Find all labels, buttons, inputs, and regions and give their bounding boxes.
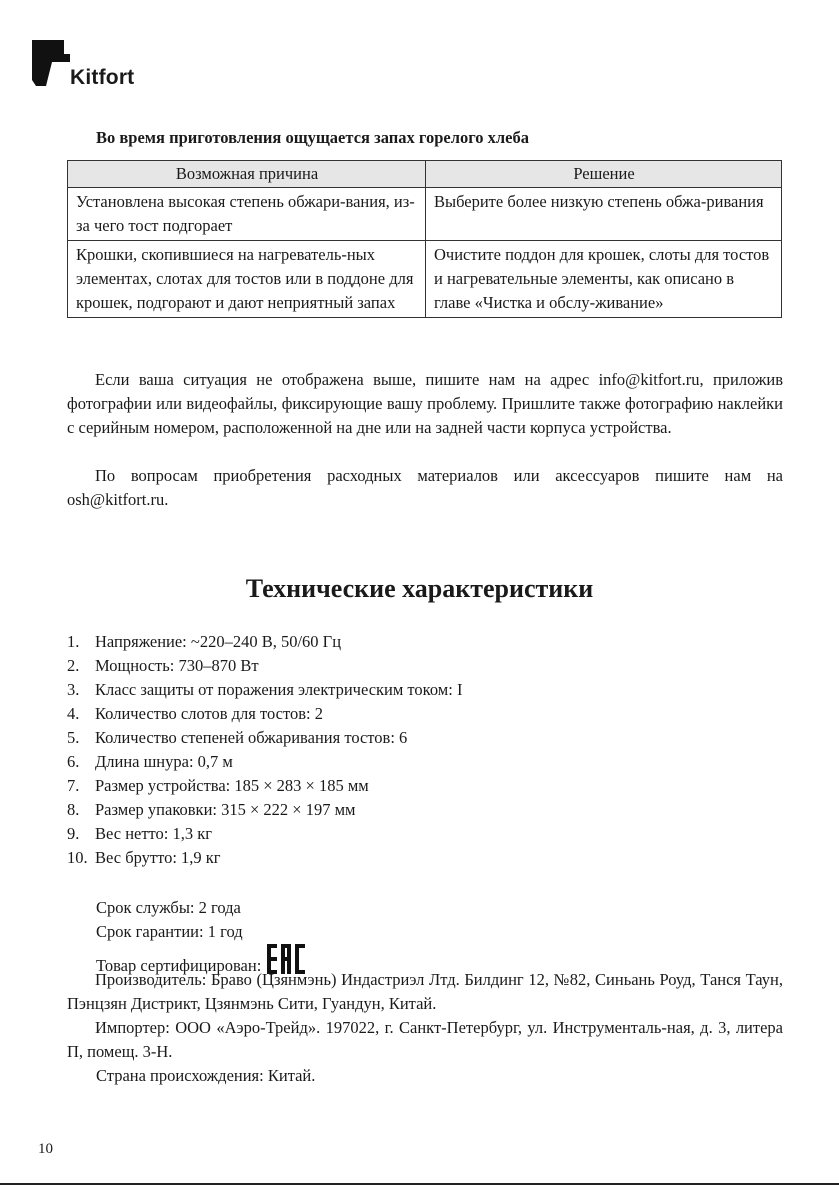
- bottom-divider: [0, 1183, 839, 1185]
- table-cell-solution: Выберите более низкую степень обжа-ривания: [426, 188, 782, 241]
- spec-item: 4. Количество слотов для тостов: 2: [67, 702, 787, 726]
- manufacturer-paragraph: [67, 968, 783, 1016]
- manufacturer-text: Производитель: Браво (Цзянмэнь) Индастриэл Лтд. Билдинг 12, №82, Синьань Роуд, Танся Таун, Пэнцзян Дистрикт, Цзянмэнь Сити, Гуандун, Китай.: [67, 970, 783, 1013]
- spec-item: 9. Вес нетто: 1,3 кг: [67, 822, 787, 846]
- troubleshoot-title: Во время приготовления ощущается запах горелого хлеба: [96, 128, 529, 147]
- spec-item-text: Количество слотов для тостов: 2: [95, 704, 323, 723]
- spec-item-text: Вес брутто: 1,9 кг: [95, 848, 221, 867]
- warranty: Срок гарантии: 1 год: [96, 922, 243, 941]
- spec-item-text: Класс защиты от поражения электрическим током: I: [95, 680, 463, 699]
- spec-item-text: Вес нетто: 1,3 кг: [95, 824, 213, 843]
- table-header-row: [68, 161, 782, 188]
- spec-item-text: Мощность: 730–870 Вт: [95, 656, 259, 675]
- spec-item: 7. Размер устройства: 185 × 283 × 185 мм: [67, 774, 787, 798]
- contact-paragraph: [67, 368, 783, 440]
- spec-item: 8. Размер упаковки: 315 × 222 × 197 мм: [67, 798, 787, 822]
- contact-paragraph-text: Если ваша ситуация не отображена выше, пишите нам на адрес info@kitfort.ru, приложив фотографии или видеофайлы, фиксирующие вашу проблему. Пришлите также фотографию наклейки с серийным номером, расположенной на дне или на задней части корпуса устройства.: [67, 370, 783, 437]
- table-cell-solution: Очистите поддон для крошек, слоты для тостов и нагревательные элементы, как описано в главе «Чистка и обслу-живание»: [426, 241, 782, 318]
- spec-item-text: Напряжение: ~220–240 В, 50/60 Гц: [95, 632, 342, 651]
- certification-text: Товар сертифицирован:: [96, 956, 262, 975]
- table-cell-cause: Установлена высокая степень обжари-вания, из-за чего тост подгорает: [68, 188, 426, 241]
- table-row: [68, 241, 782, 318]
- spec-item-text: Длина шнура: 0,7 м: [95, 752, 233, 771]
- specs-list: [67, 630, 787, 870]
- table-header-solution: Решение: [426, 161, 782, 188]
- brand-logo: [32, 40, 172, 92]
- page-number: 10: [38, 1141, 53, 1157]
- importer-paragraph: [67, 1016, 783, 1064]
- brand-logo-icon: [32, 40, 70, 90]
- spec-item: 3. Класс защиты от поражения электрическим током: I: [67, 678, 787, 702]
- spec-item: 1. Напряжение: ~220–240 В, 50/60 Гц: [67, 630, 787, 654]
- brand-name: Kitfort: [70, 66, 135, 89]
- table-row: [68, 188, 782, 241]
- spec-item-text: Количество степеней обжаривания тостов: 6: [95, 728, 408, 747]
- accessories-paragraph-text: По вопросам приобретения расходных материалов или аксессуаров пишите нам на osh@kitfort.ru.: [67, 466, 783, 509]
- service-life: Срок службы: 2 года: [96, 898, 241, 917]
- spec-item-text: Размер устройства: 185 × 283 × 185 мм: [95, 776, 369, 795]
- country-of-origin: Страна происхождения: Китай.: [96, 1066, 316, 1085]
- importer-text: Импортер: ООО «Аэро-Трейд». 197022, г. Санкт-Петербург, ул. Инструменталь-ная, д. 3, литера П, помещ. 3-Н.: [67, 1018, 783, 1061]
- spec-item: 10. Вес брутто: 1,9 кг: [67, 846, 787, 870]
- spec-item: 6. Длина шнура: 0,7 м: [67, 750, 787, 774]
- troubleshoot-table: [67, 160, 782, 318]
- spec-item: 2. Мощность: 730–870 Вт: [67, 654, 787, 678]
- spec-item: 5. Количество степеней обжаривания тостов: 6: [67, 726, 787, 750]
- table-cell-cause: Крошки, скопившиеся на нагреватель-ных элементах, слотах для тостов или в поддоне для крошек, подгорают и дают неприятный запах: [68, 241, 426, 318]
- table-header-cause: Возможная причина: [68, 161, 426, 188]
- spec-item-text: Размер упаковки: 315 × 222 × 197 мм: [95, 800, 356, 819]
- accessories-paragraph: [67, 464, 783, 512]
- specs-title: Технические характеристики: [245, 574, 594, 603]
